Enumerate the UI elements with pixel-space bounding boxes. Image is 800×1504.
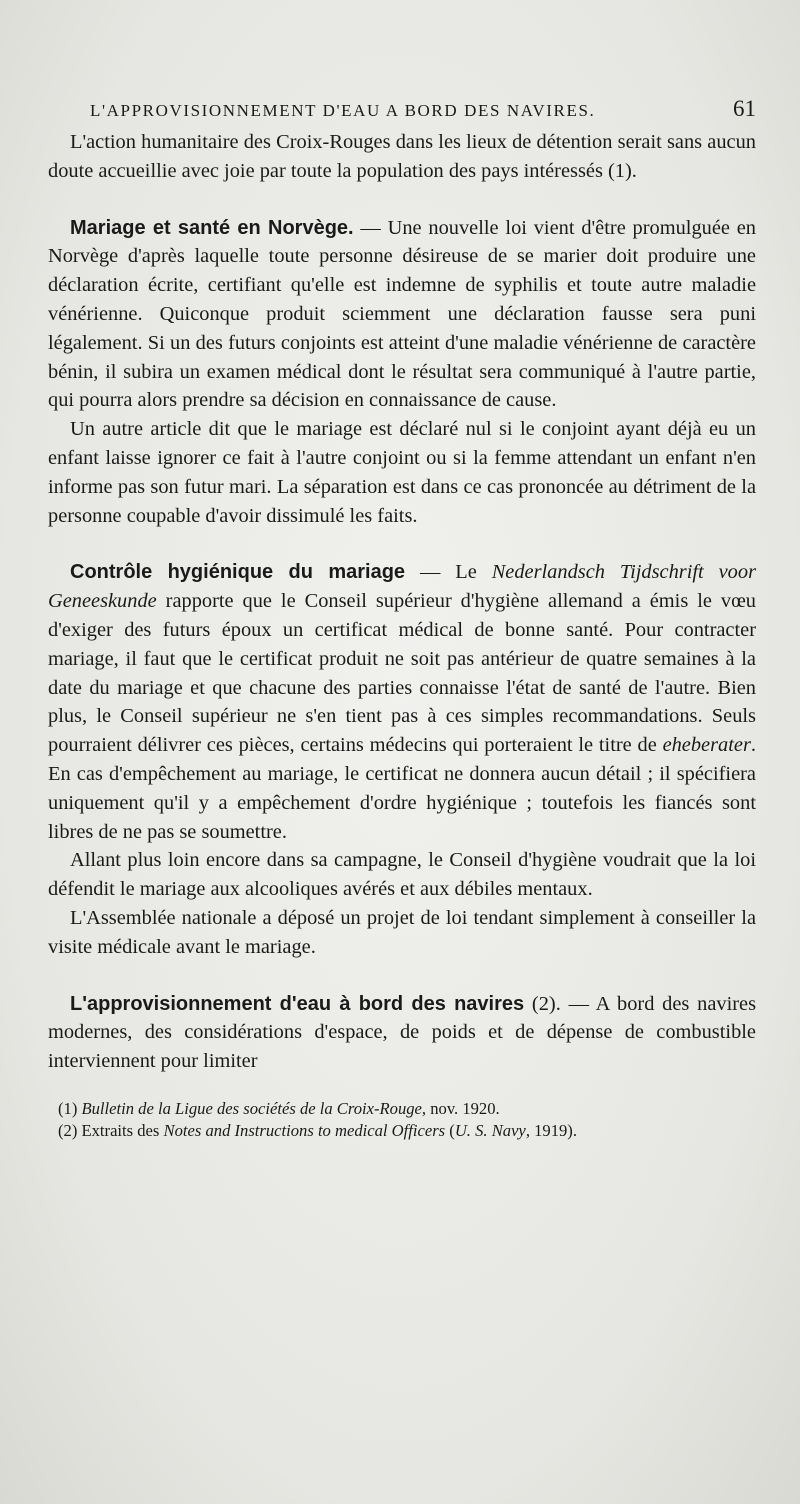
footnote-source-title: Notes and Instructions to medical Officers bbox=[163, 1120, 446, 1140]
footnote-1 bbox=[48, 1098, 756, 1120]
journal-title: Nederlandsch Tijdschrift voor Geneeskunde bbox=[48, 561, 756, 613]
paragraph-text: Allant plus loin encore dans sa campagne, le Conseil d'hygiène voudrait que la loi défendit le mariage aux alcooliques avérés et aux débiles mentaux. bbox=[48, 849, 756, 901]
footnote-mark: (2) Extraits des bbox=[58, 1120, 164, 1140]
running-header bbox=[48, 96, 756, 122]
paragraph-text: — Une nouvelle loi vient d'être promulguée en Norvège d'après laquelle toute personne désireuse de se marier doit produire une déclaration écrite, certifiant qu'elle est indemne de syphilis et toute autre maladie vénérienne. Quiconque produit sciemment une déclaration fausse sera puni légalement. Si un des futurs conjoints est atteint d'une maladie vénérienne de caractère bénin, il subira un examen médical dont le résultat sera communiqué à l'autre partie, qui pourra alors prendre sa décision en connaissance de cause. bbox=[48, 216, 756, 412]
section-heading: Mariage et santé en Norvège. bbox=[70, 216, 354, 239]
section-controle-hygienique bbox=[48, 558, 756, 846]
footnote-text: , nov. 1920. bbox=[421, 1098, 500, 1118]
footnote-source-title: Bulletin de la Ligue des sociétés de la Croix-Rouge bbox=[81, 1098, 422, 1118]
paragraph-assemblee-nationale bbox=[48, 904, 756, 962]
paragraph-conseil-hygiene bbox=[48, 846, 756, 904]
paragraph-article-nullite bbox=[48, 415, 756, 530]
paragraph-text: . En cas d'empêchement au mariage, le certificat ne donnera aucun détail ; il spécifiera uniquement qu'il y a empêchement d'ordre hygiénique ; toutefois les fiancés sont libres de ne pas se soumettre. bbox=[48, 734, 756, 843]
footnote-2 bbox=[48, 1120, 756, 1142]
section-mariage-norvege bbox=[48, 214, 756, 416]
heading-dash: — Le bbox=[405, 561, 492, 584]
footnote-mark: (1) bbox=[58, 1098, 82, 1118]
paragraph-text: Un autre article dit que le mariage est déclaré nul si le conjoint ayant déjà eu un enfant laisse ignorer ce fait à l'autre conjoint ou si la femme attendant un enfant n'en informe pas son futur mari. La séparation est dans ce cas prononcée au détriment de la personne coupable d'avoir dissimulé les faits. bbox=[48, 418, 756, 527]
footnotes bbox=[48, 1098, 756, 1142]
paragraph-croix-rouge bbox=[48, 128, 756, 186]
paragraph-text: L'Assemblée nationale a déposé un projet de loi tendant simplement à conseiller la visite médicale avant le mariage. bbox=[48, 906, 756, 958]
paragraph-text: rapporte que le Conseil supérieur d'hygiène allemand a émis le vœu d'exiger des futurs époux un certificat médical de bonne santé. Pour contracter mariage, il faut que le certificat produit ne soit pas antérieur de quatre semaines à la date du mariage et que chacune des parties connaisse l'état de santé de l'autre. Bien plus, le Conseil supérieur ne s'en tient pas à ces simples recommandations. Seuls pourraient délivrer ces pièces, certains médecins qui porteraient le titre de bbox=[48, 590, 756, 757]
paragraph-text: (2). — A bord des navires modernes, des considérations d'espace, de poids et de dépense de combustible interviennent pour limiter bbox=[48, 992, 757, 1073]
term-eheberater: eheberater bbox=[662, 734, 751, 757]
footnote-text: ( bbox=[445, 1120, 455, 1140]
page-number: 61 bbox=[733, 96, 756, 121]
page-text bbox=[48, 96, 756, 1142]
paragraph-text: L'action humanitaire des Croix-Rouges dans les lieux de détention serait sans aucun doute accueillie avec joie par toute la population des pays intéressés (1). bbox=[48, 131, 756, 182]
running-title: L'APPROVISIONNEMENT D'EAU A BORD DES NAVIRES. bbox=[90, 101, 596, 120]
footnote-source: U. S. Navy bbox=[454, 1120, 526, 1140]
footnote-text: , 1919). bbox=[525, 1120, 577, 1140]
section-approvisionnement-eau bbox=[48, 990, 756, 1076]
section-heading: L'approvisionnement d'eau à bord des navires bbox=[70, 992, 525, 1015]
section-heading: Contrôle hygiénique du mariage bbox=[70, 561, 406, 584]
